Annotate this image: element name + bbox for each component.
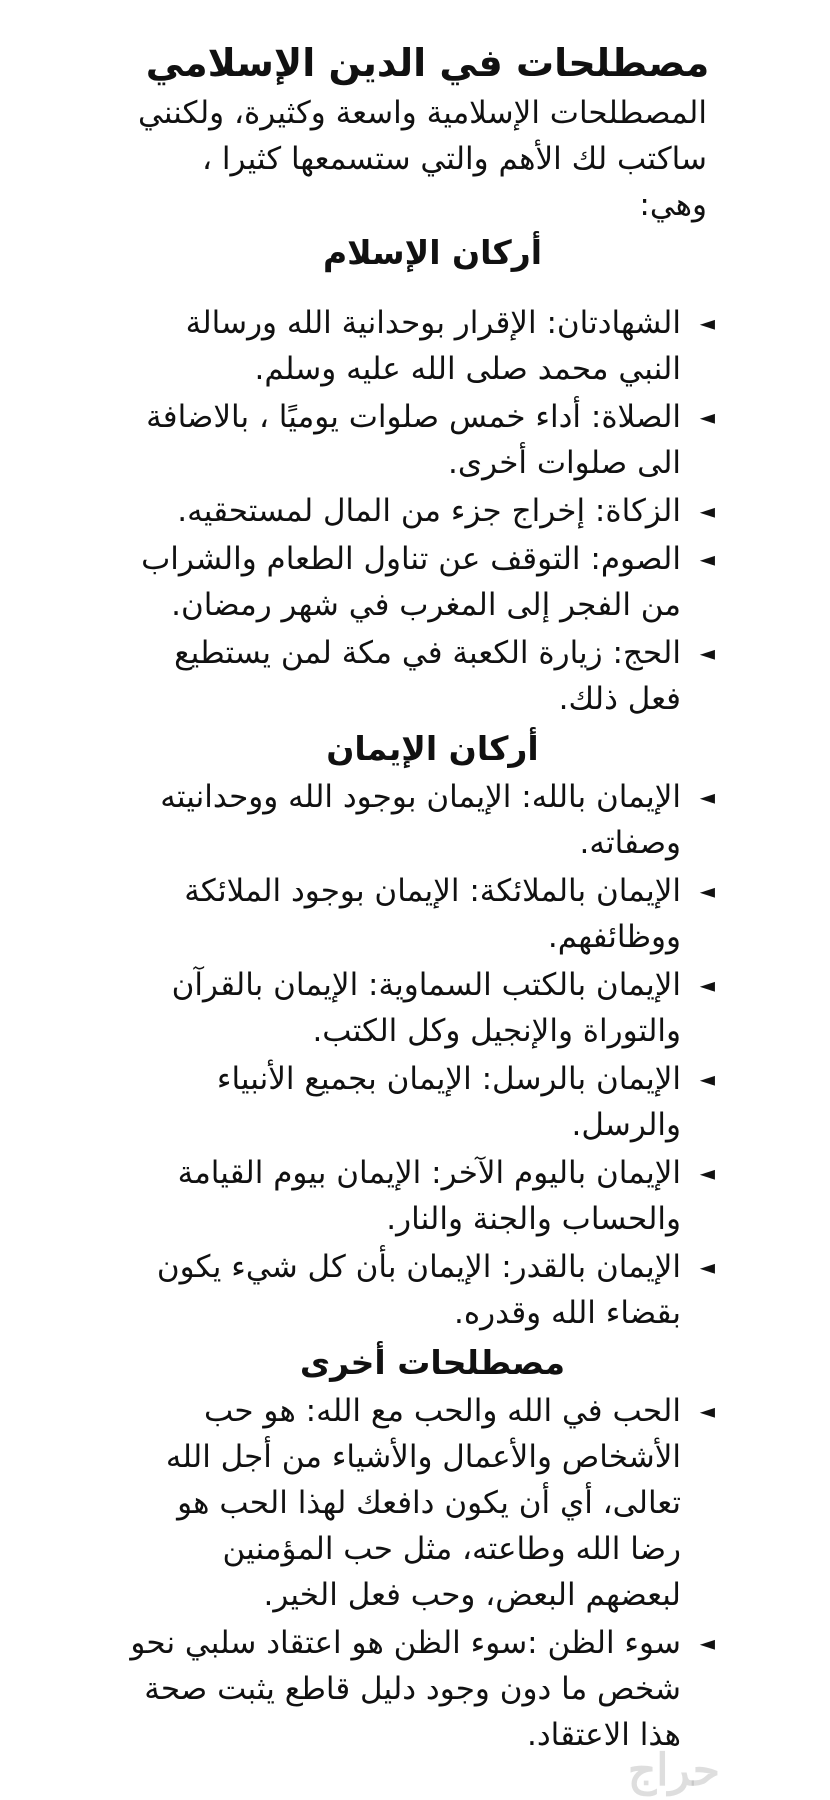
bullet-arrow-icon: ◄	[699, 785, 715, 809]
watermark-logo: حراج	[627, 1745, 720, 1796]
list-item	[130, 1244, 715, 1336]
intro-paragraph: المصطلحات الإسلامية واسعة وكثيرة، ولكنني ساكتب لك الأهم والتي ستسمعها كثيرا ، وهي:	[138, 95, 707, 223]
section-heading-pillars-of-faith: أركان الإيمان	[326, 729, 539, 768]
bullet-arrow-icon: ◄	[699, 405, 715, 429]
list-item-text: الإيمان بالله: الإيمان بوجود الله ووحدانيته وصفاته.	[160, 779, 681, 861]
bullet-arrow-icon: ◄	[699, 499, 715, 523]
list-item	[130, 962, 715, 1054]
pillars-of-islam-list	[130, 300, 715, 722]
list-item	[130, 1620, 715, 1758]
list-item-text: الصلاة: أداء خمس صلوات يوميًا ، بالاضافة الى صلوات أخرى.	[146, 399, 681, 481]
list-item	[130, 1388, 715, 1618]
list-item-text: الشهادتان: الإقرار بوحدانية الله ورسالة النبي محمد صلى الله عليه وسلم.	[185, 305, 681, 387]
bullet-arrow-icon: ◄	[699, 1255, 715, 1279]
list-item	[130, 1056, 715, 1148]
list-item	[130, 774, 715, 866]
list-item-text: الإيمان بالكتب السماوية: الإيمان بالقرآن والتوراة والإنجيل وكل الكتب.	[171, 967, 681, 1049]
list-item	[130, 630, 715, 722]
bullet-arrow-icon: ◄	[699, 1067, 715, 1091]
section-heading-other-terms: مصطلحات أخرى	[299, 1343, 566, 1382]
list-item-text: سوء الظن :سوء الظن هو اعتقاد سلبي نحو شخص ما دون وجود دليل قاطع يثبت صحة هذا الاعتقاد.	[130, 1625, 681, 1753]
list-item-text: الصوم: التوقف عن تناول الطعام والشراب من الفجر إلى المغرب في شهر رمضان.	[141, 541, 681, 623]
list-item	[130, 300, 715, 392]
list-item-text: الحب في الله والحب مع الله: هو حب الأشخاص والأعمال والأشياء من أجل الله تعالى، أي أن يكون دافعك لهذا الحب هو رضا الله وطاعته، مثل حب المؤمنين لبعضهم البعض، وحب فعل الخير.	[165, 1393, 681, 1613]
bullet-arrow-icon: ◄	[699, 1399, 715, 1423]
list-item-text: الإيمان بالملائكة: الإيمان بوجود الملائكة ووظائفهم.	[184, 873, 681, 955]
bullet-arrow-icon: ◄	[699, 547, 715, 571]
bullet-arrow-icon: ◄	[699, 973, 715, 997]
list-item-text: الإيمان بالرسل: الإيمان بجميع الأنبياء والرسل.	[216, 1061, 681, 1143]
bullet-arrow-icon: ◄	[699, 879, 715, 903]
list-item-text: الزكاة: إخراج جزء من المال لمستحقيه.	[177, 493, 681, 529]
list-item	[130, 536, 715, 628]
bullet-arrow-icon: ◄	[699, 641, 715, 665]
bullet-arrow-icon: ◄	[699, 1631, 715, 1655]
list-item	[130, 1150, 715, 1242]
page-title: مصطلحات في الدين الإسلامي	[145, 41, 710, 85]
list-item-text: الحج: زيارة الكعبة في مكة لمن يستطيع فعل ذلك.	[174, 635, 681, 717]
other-terms-list	[130, 1388, 715, 1758]
list-item	[130, 488, 715, 534]
bullet-arrow-icon: ◄	[699, 311, 715, 335]
section-heading-pillars-of-islam: أركان الإسلام	[322, 233, 543, 272]
list-item	[130, 868, 715, 960]
list-item-text: الإيمان بالقدر: الإيمان بأن كل شيء يكون بقضاء الله وقدره.	[156, 1249, 681, 1331]
bullet-arrow-icon: ◄	[699, 1161, 715, 1185]
pillars-of-faith-list	[130, 774, 715, 1336]
list-item	[130, 394, 715, 486]
list-item-text: الإيمان باليوم الآخر: الإيمان بيوم القيامة والحساب والجنة والنار.	[177, 1155, 681, 1237]
